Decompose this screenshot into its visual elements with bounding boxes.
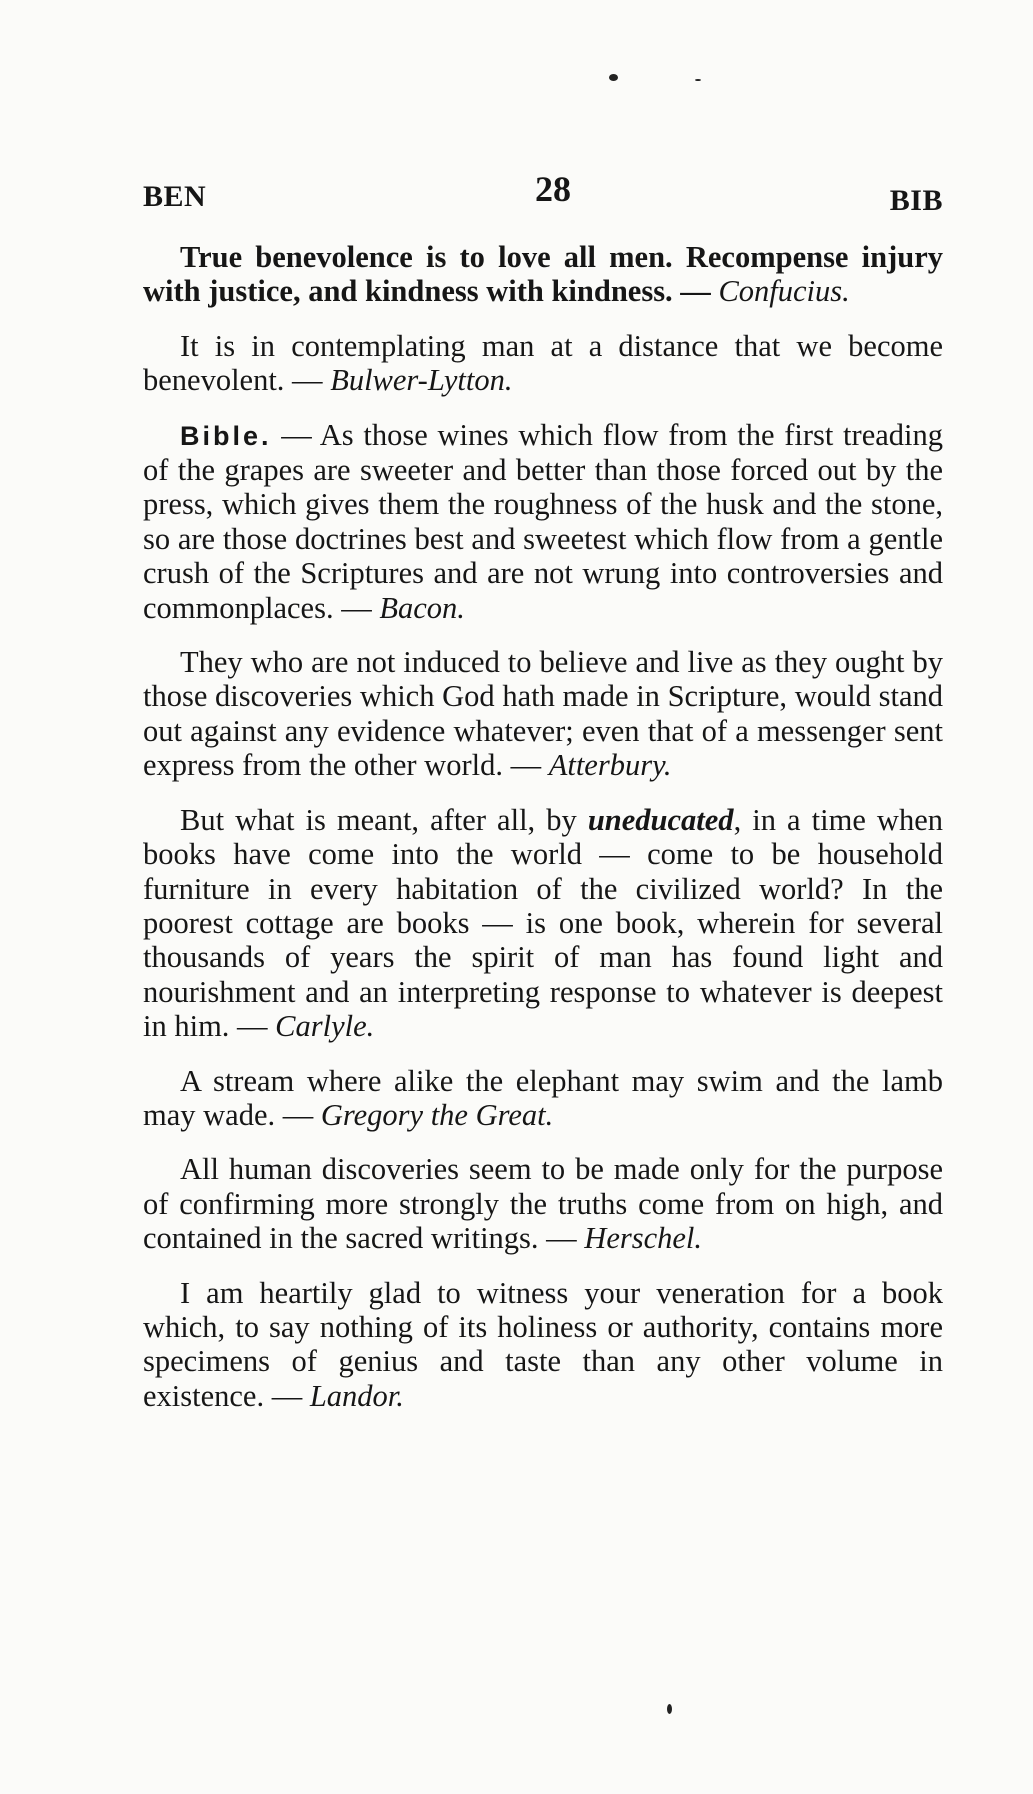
quotation-author: Herschel. — [584, 1221, 703, 1256]
quotation-author: Carlyle. — [275, 1009, 375, 1044]
page-number: 28 — [535, 169, 571, 209]
quotation-paragraph — [143, 803, 943, 1044]
ink-speck — [695, 79, 701, 81]
header-left-guide-word: BEN — [143, 180, 207, 213]
quotation-author: Bulwer-Lytton. — [330, 363, 513, 398]
quotation-text: I am heartily glad to witness your veneration for a book which, to say nothing of its holiness or authority, contains more specimens of genius and taste than any other volume in existence. — — [143, 1275, 943, 1413]
header-right-guide-word: BIB — [889, 184, 943, 217]
quotation-author: Bacon. — [379, 590, 465, 625]
quotation-text: A stream where alike the elephant may swim and the lamb may wade. — — [143, 1063, 943, 1132]
quotation-author: Gregory the Great. — [320, 1097, 554, 1132]
quotation-author: Confucius. — [718, 274, 850, 309]
quotation-author: Atterbury. — [548, 748, 672, 783]
quotation-text: True benevolence is to love all men. Recompense injury with justice, and kindness with kindness. — — [143, 240, 943, 309]
quotation-text: It is in contemplating man at a distance that we become benevolent. — — [143, 328, 943, 398]
ink-speck — [667, 1704, 672, 1714]
quotation-text-lead: But what is meant, after all, by — [180, 802, 577, 837]
quotation-paragraph — [143, 1064, 943, 1133]
quotation-paragraph — [143, 240, 943, 309]
quotation-paragraph — [143, 645, 943, 783]
quotation-text: All human discoveries seem to be made only for the purpose of confirming more strongly the truths come from on high, and contained in the sacred writings. — — [143, 1152, 943, 1256]
quotation-text: , in a time when books have come into the world — come to be household furniture in every habitation of the civilized world? In the poorest cottage are books — is one book, wherein for several thousands of years the spirit of man has found light and nourishment and an interpreting response to whatever is deepest in him. — — [143, 802, 943, 1044]
quotation-paragraph — [143, 1152, 943, 1255]
quotation-paragraph — [143, 329, 943, 398]
quotation-text: — As those wines which flow from the first treading of the grapes are sweeter and better than those forced out by the press, which gives them the roughness of the husk and the stone, so are those doctrines best and sweetest which flow from a gentle crush of the Scriptures and are not wrung into controversies and commonplaces. — — [143, 417, 943, 625]
emphasized-word: uneducated — [587, 802, 734, 837]
quotation-paragraph — [143, 1276, 943, 1414]
quotation-text: They who are not induced to believe and live as they ought by those discoveries which God hath made in Scripture, would stand out against any evidence whatever; even that of a messenger sent express from the other world. — — [143, 645, 943, 783]
quotation-body — [143, 240, 943, 1433]
quotation-author: Landor. — [309, 1378, 404, 1413]
topic-heading: Bible. — [180, 420, 272, 451]
ink-speck — [609, 74, 618, 81]
quotation-paragraph — [143, 418, 943, 625]
running-header — [143, 168, 943, 218]
